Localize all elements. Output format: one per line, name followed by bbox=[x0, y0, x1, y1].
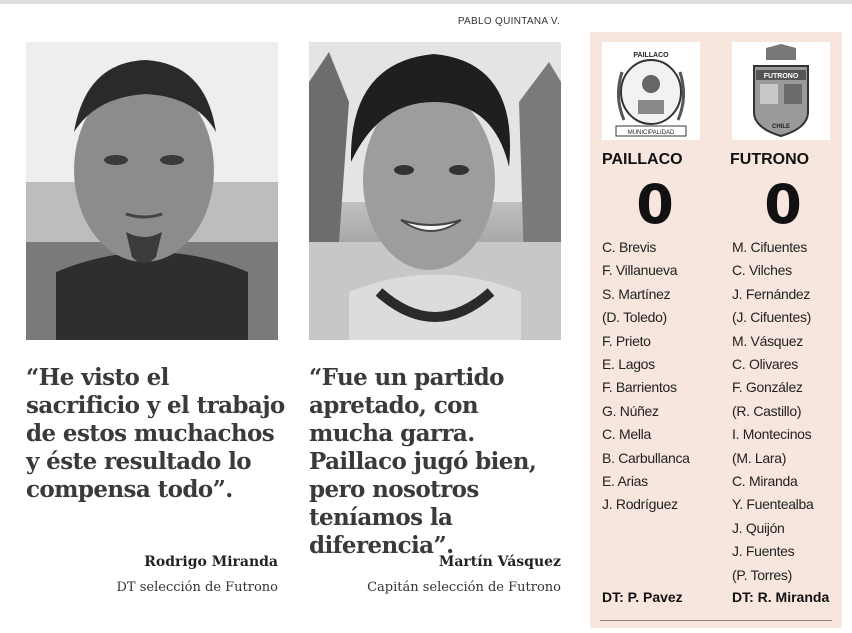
home-player: E. Lagos bbox=[602, 356, 655, 373]
away-player: J. Quijón bbox=[732, 519, 785, 536]
away-player: Y. Fuentealba bbox=[732, 496, 814, 513]
away-player: M. Cifuentes bbox=[732, 239, 807, 255]
home-player: S. Martínez bbox=[602, 285, 671, 302]
home-player: F. Prieto bbox=[602, 332, 651, 349]
home-player: C. Brevis bbox=[602, 239, 657, 255]
away-player-sub: (M. Lara) bbox=[732, 449, 787, 466]
away-coach: DT: R. Miranda bbox=[732, 589, 830, 605]
away-player: C. Vilches bbox=[732, 262, 792, 279]
card-divider bbox=[600, 620, 832, 621]
paillaco-crest-top-text: PAILLACO bbox=[633, 52, 669, 59]
top-rule bbox=[0, 0, 852, 4]
away-player-sub: (R. Castillo) bbox=[732, 402, 802, 419]
futrono-crest-text: FUTRONO bbox=[763, 73, 799, 80]
away-player: J. Fernández bbox=[732, 285, 811, 302]
away-player-sub: (J. Cifuentes) bbox=[732, 309, 812, 326]
home-player: E. Arias bbox=[602, 473, 648, 490]
away-player: I. Montecinos bbox=[732, 426, 812, 443]
futrono-crest-icon bbox=[732, 42, 830, 140]
paillaco-crest-icon bbox=[602, 42, 700, 140]
photo-credit: PABLO QUINTANA V. bbox=[457, 16, 560, 27]
paillaco-crest-text: MUNICIPALIDAD bbox=[627, 130, 675, 136]
match-lineup-card bbox=[590, 32, 842, 628]
captain-quote: “Fue un partido apretado, con mucha garra. Paillaco jugó bien, pero nosotros teníamos la diferencia”. bbox=[309, 364, 537, 559]
home-score: 0 bbox=[636, 173, 674, 236]
captain-name: Martín Vásquez bbox=[438, 554, 561, 570]
home-lineup bbox=[602, 236, 722, 517]
coach-portrait-image bbox=[26, 42, 278, 340]
captain-role: Capitán selección de Futrono bbox=[367, 580, 561, 595]
away-player: C. Olivares bbox=[732, 356, 798, 373]
away-lineup bbox=[732, 236, 852, 587]
away-team-name: FUTRONO bbox=[730, 151, 810, 168]
home-player-sub: (D. Toledo) bbox=[602, 309, 667, 326]
home-team-name: PAILLACO bbox=[596, 148, 714, 172]
home-player: J. Rodríguez bbox=[602, 496, 678, 513]
home-player: G. Núñez bbox=[602, 402, 659, 419]
coach-role: DT selección de Futrono bbox=[116, 580, 278, 595]
captain-portrait-image bbox=[309, 42, 561, 340]
away-score: 0 bbox=[764, 173, 802, 236]
away-player: M. Vásquez bbox=[732, 332, 803, 349]
home-player: F. Villanueva bbox=[602, 262, 678, 279]
home-player: C. Mella bbox=[602, 426, 651, 443]
futrono-crest-bottom-text: CHILE bbox=[772, 124, 790, 130]
home-player: B. Carbullanca bbox=[602, 449, 690, 466]
photo-captain bbox=[309, 42, 561, 340]
away-player-sub: (P. Torres) bbox=[732, 566, 792, 583]
photo-coach bbox=[26, 42, 278, 340]
away-player: J. Fuentes bbox=[732, 543, 795, 560]
home-coach: DT: P. Pavez bbox=[602, 589, 683, 605]
coach-quote: “He visto el sacrificio y el trabajo de estos muchachos y éste resultado lo compensa todo”. bbox=[26, 364, 285, 503]
coach-name: Rodrigo Miranda bbox=[144, 554, 278, 570]
home-player: F. Barrientos bbox=[602, 379, 677, 396]
away-player: C. Miranda bbox=[732, 473, 798, 490]
away-player: F. González bbox=[732, 379, 803, 396]
